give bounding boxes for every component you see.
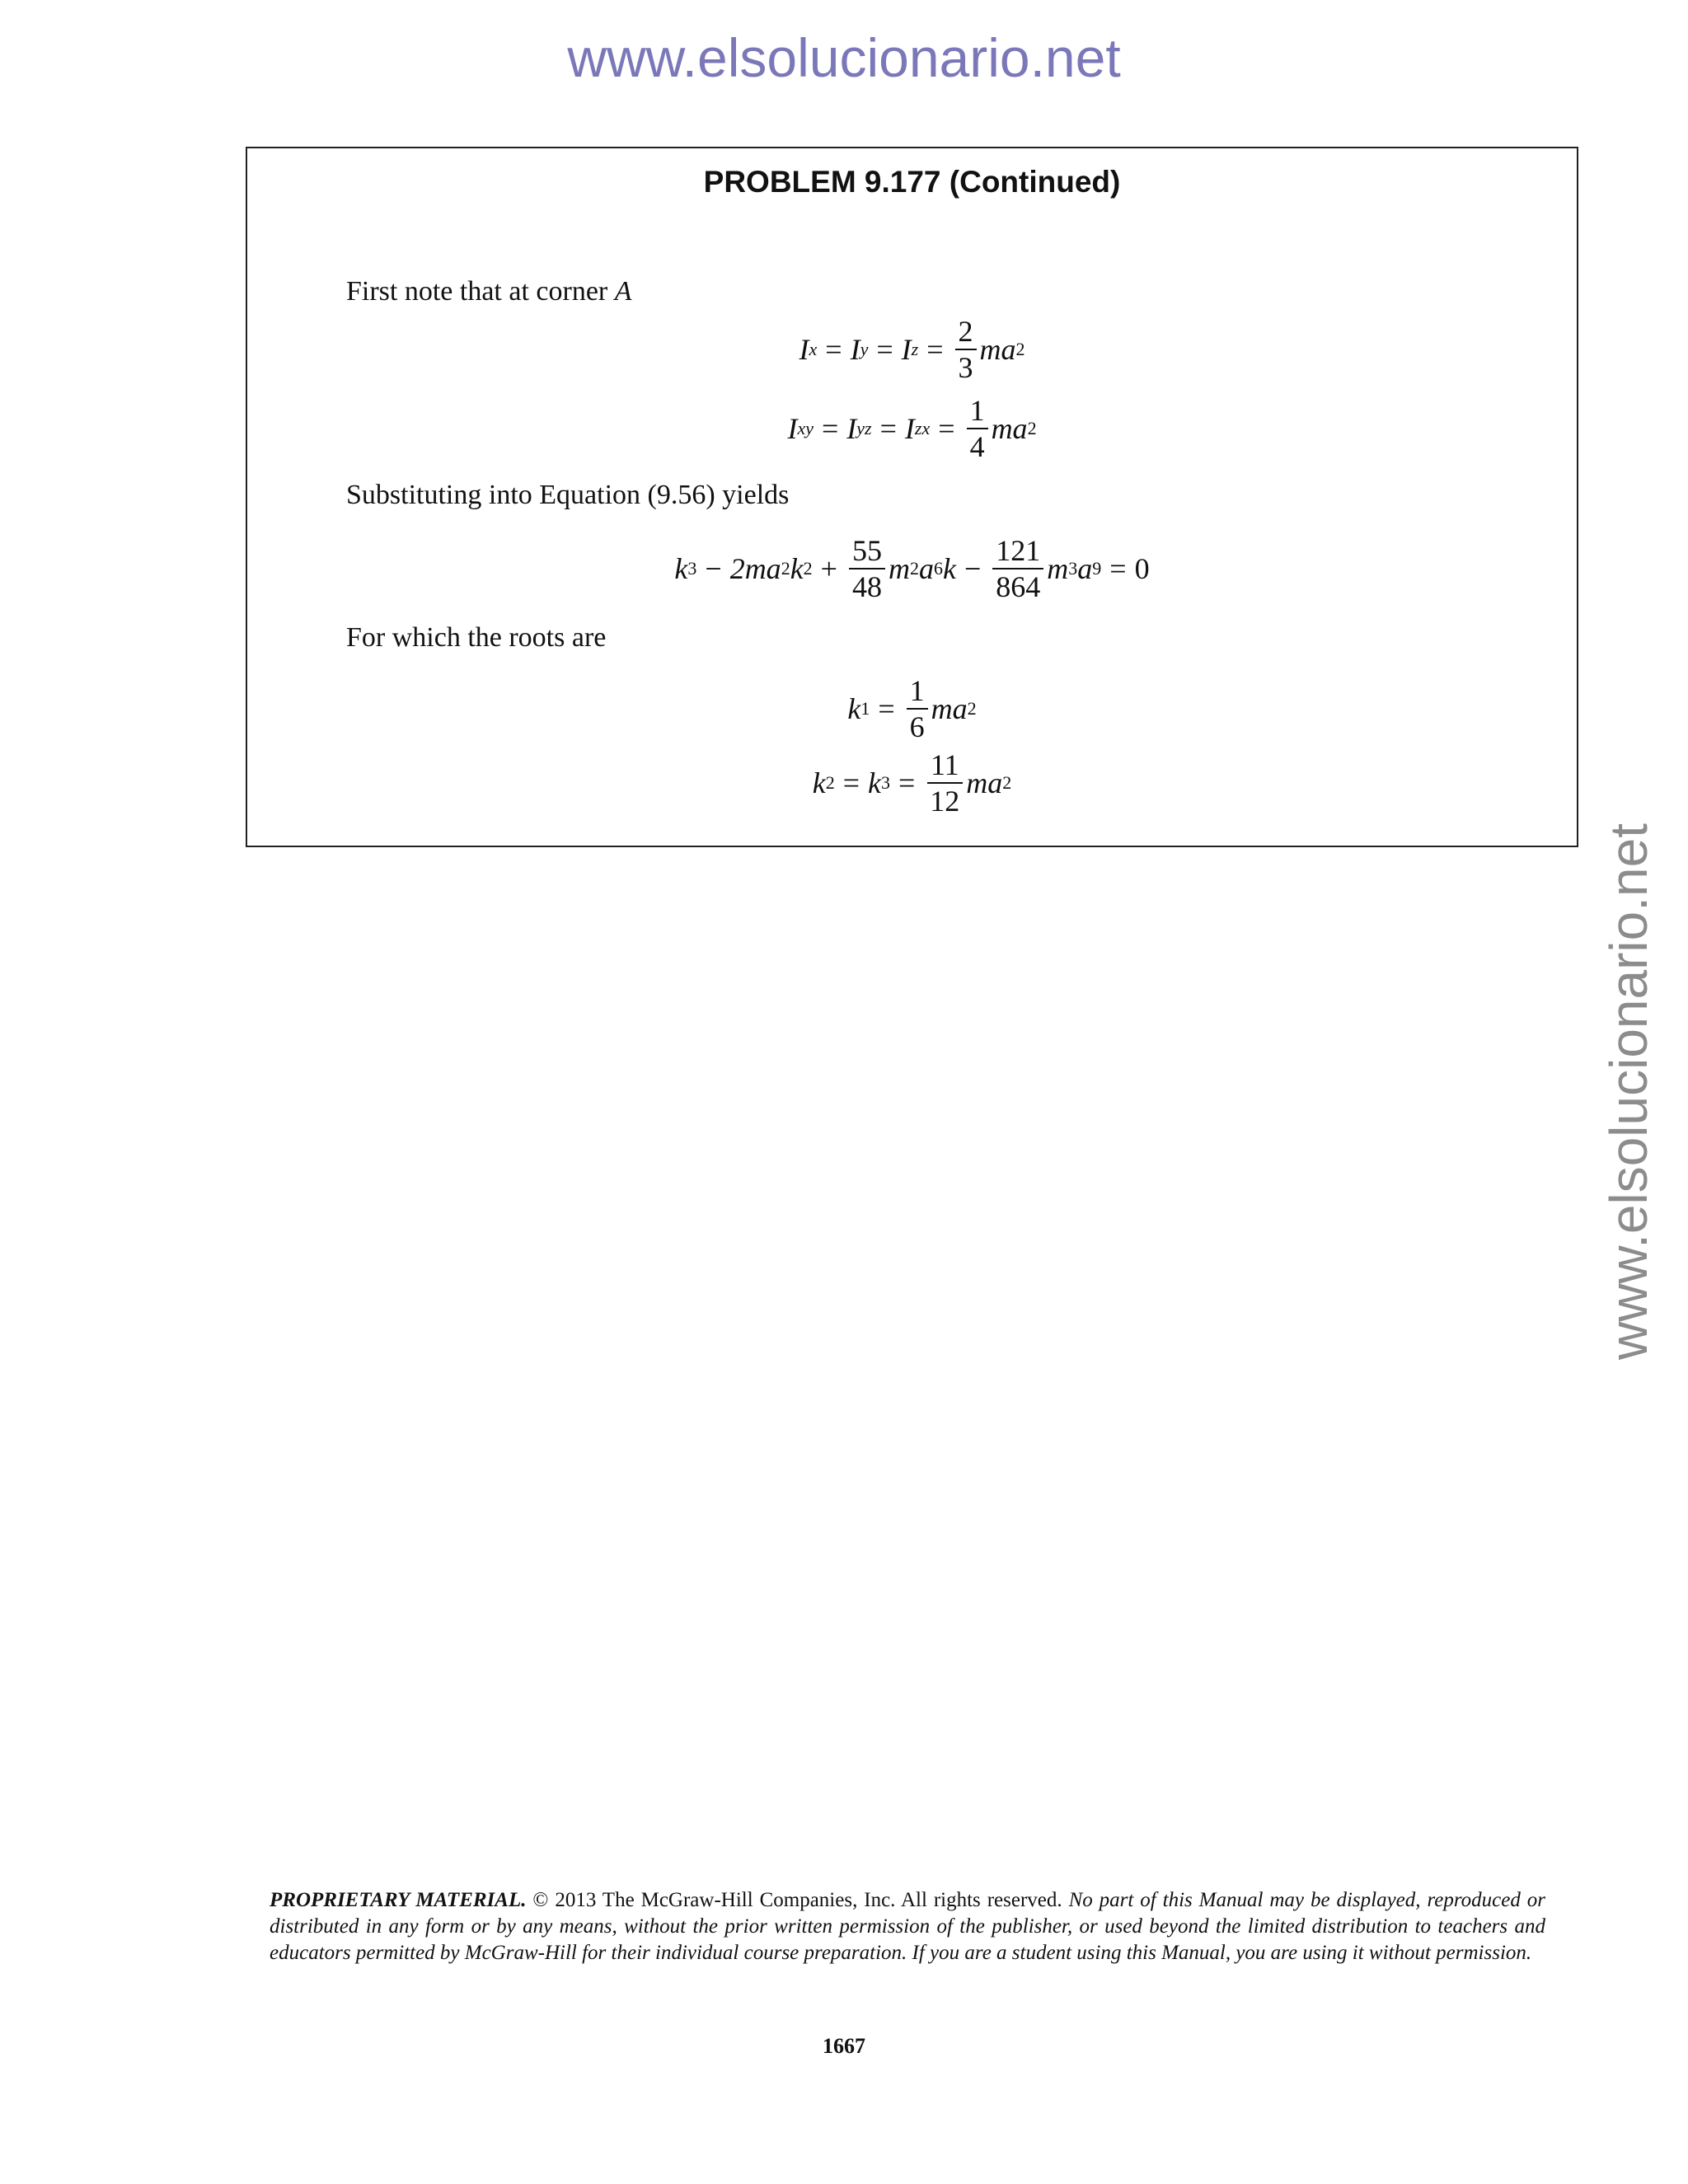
eq3-zero: 0 <box>1134 552 1150 585</box>
equation-root-k1 <box>247 676 1577 742</box>
eq3-minus-2: − <box>964 552 982 585</box>
eq4-fraction <box>907 676 928 742</box>
eq1-den: 3 <box>958 351 973 384</box>
eq3-t3-m: m <box>888 552 910 585</box>
eq3-term2-exp: 2 <box>781 558 790 579</box>
eq1-sub3: z <box>911 339 919 359</box>
eq3-fraction-1 <box>849 536 885 602</box>
paragraph-corner-text: First note that at corner <box>346 276 615 307</box>
eq2-equals-3: = <box>938 412 955 445</box>
eq2-sub3: zx <box>914 418 931 438</box>
eq1-equals-2: = <box>876 333 893 366</box>
eq3-f1-den: 48 <box>851 570 882 603</box>
eq2-equals-1: = <box>821 412 839 445</box>
eq5-sub2: 3 <box>880 772 890 793</box>
eq3-t4-mexp: 3 <box>1068 558 1078 579</box>
eq1-i1: I <box>799 333 809 366</box>
eq5-k2: k <box>812 766 826 799</box>
eq3-term2-k: k <box>790 552 804 585</box>
eq3-t4-aexp: 9 <box>1092 558 1102 579</box>
paragraph-roots: For which the roots are <box>346 622 607 653</box>
eq5-exp: 2 <box>1002 772 1012 793</box>
equation-characteristic <box>247 536 1577 602</box>
eq3-k-exp: 3 <box>687 558 697 579</box>
equation-moments-of-inertia <box>247 316 1577 382</box>
eq3-fraction-2 <box>992 536 1043 602</box>
eq2-sub2: yz <box>856 418 872 438</box>
watermark-side: www.elsolucionario.net <box>1599 823 1658 1360</box>
eq3-term2: 2ma <box>729 552 781 585</box>
corner-variable: A <box>614 276 632 307</box>
equation-root-k2-k3 <box>247 750 1577 816</box>
eq1-rhs: ma <box>979 333 1016 366</box>
eq4-num: 1 <box>907 676 928 710</box>
eq2-den: 4 <box>969 430 985 463</box>
eq2-exp: 2 <box>1027 418 1037 438</box>
eq4-sub: 1 <box>860 698 870 719</box>
eq3-t3-aexp: 6 <box>933 558 943 579</box>
eq2-sub1: xy <box>797 418 814 438</box>
watermark-top: www.elsolucionario.net <box>567 27 1121 88</box>
eq5-k3: k <box>868 766 881 799</box>
eq3-f2-num: 121 <box>992 536 1043 569</box>
paragraph-substituting: Substituting into Equation (9.56) yields <box>346 480 790 510</box>
equation-products-of-inertia <box>247 396 1577 462</box>
eq1-sub2: y <box>860 339 869 359</box>
eq4-rhs: ma <box>931 692 968 725</box>
copyright-text: © 2013 The McGraw-Hill Companies, Inc. All rights reserved. <box>526 1889 1069 1911</box>
eq5-sub1: 2 <box>825 772 835 793</box>
paragraph-corner <box>346 276 632 307</box>
eq5-den: 12 <box>930 785 960 818</box>
eq2-i1: I <box>787 412 798 445</box>
eq4-den: 6 <box>909 710 925 743</box>
eq3-k: k <box>674 552 688 585</box>
problem-box <box>246 147 1578 847</box>
eq4-exp: 2 <box>967 698 977 719</box>
eq1-sub1: x <box>809 339 818 359</box>
eq1-i3: I <box>901 333 912 366</box>
notice-text: No part of this Manual may be displayed, reproduced or distributed in any form or by any means, without the prior written permission of the publisher, or used beyond the limited distribution to teachers and educators permitted by McGraw-Hill for their individual course preparation. If you are a student using this Manual, you are using it without permission. <box>270 1889 1545 1964</box>
eq3-equals: = <box>1109 552 1127 585</box>
eq3-t4-a: a <box>1077 552 1093 585</box>
eq5-num: 11 <box>927 750 963 784</box>
eq1-exp: 2 <box>1015 339 1025 359</box>
eq2-num: 1 <box>967 396 988 429</box>
eq3-term2-kexp: 2 <box>803 558 813 579</box>
eq5-equals-1: = <box>842 766 860 799</box>
eq3-t3-a: a <box>918 552 934 585</box>
eq5-equals-2: = <box>898 766 916 799</box>
eq3-t4-m: m <box>1047 552 1069 585</box>
eq5-fraction <box>926 750 963 816</box>
eq3-f1-num: 55 <box>849 536 885 569</box>
eq1-fraction <box>955 316 977 382</box>
eq1-num: 2 <box>955 316 977 350</box>
proprietary-notice <box>270 1887 1545 1966</box>
eq1-equals-3: = <box>926 333 944 366</box>
problem-title: PROBLEM 9.177 (Continued) <box>703 165 1121 199</box>
eq3-plus: + <box>820 552 837 585</box>
proprietary-label: PROPRIETARY MATERIAL. <box>270 1889 527 1911</box>
eq3-f2-den: 864 <box>996 570 1041 603</box>
eq1-equals-1: = <box>825 333 842 366</box>
eq2-rhs: ma <box>991 412 1028 445</box>
eq2-equals-2: = <box>879 412 897 445</box>
page-number: 1667 <box>823 2034 865 2058</box>
eq4-k: k <box>847 692 861 725</box>
eq2-i2: I <box>846 412 857 445</box>
eq4-equals: = <box>878 692 895 725</box>
eq3-minus-1: − <box>705 552 722 585</box>
eq2-i3: I <box>904 412 915 445</box>
eq3-t3-k: k <box>942 552 956 585</box>
eq1-i2: I <box>850 333 860 366</box>
eq2-fraction <box>967 396 988 462</box>
eq3-t3-mexp: 2 <box>909 558 919 579</box>
eq5-rhs: ma <box>966 766 1003 799</box>
